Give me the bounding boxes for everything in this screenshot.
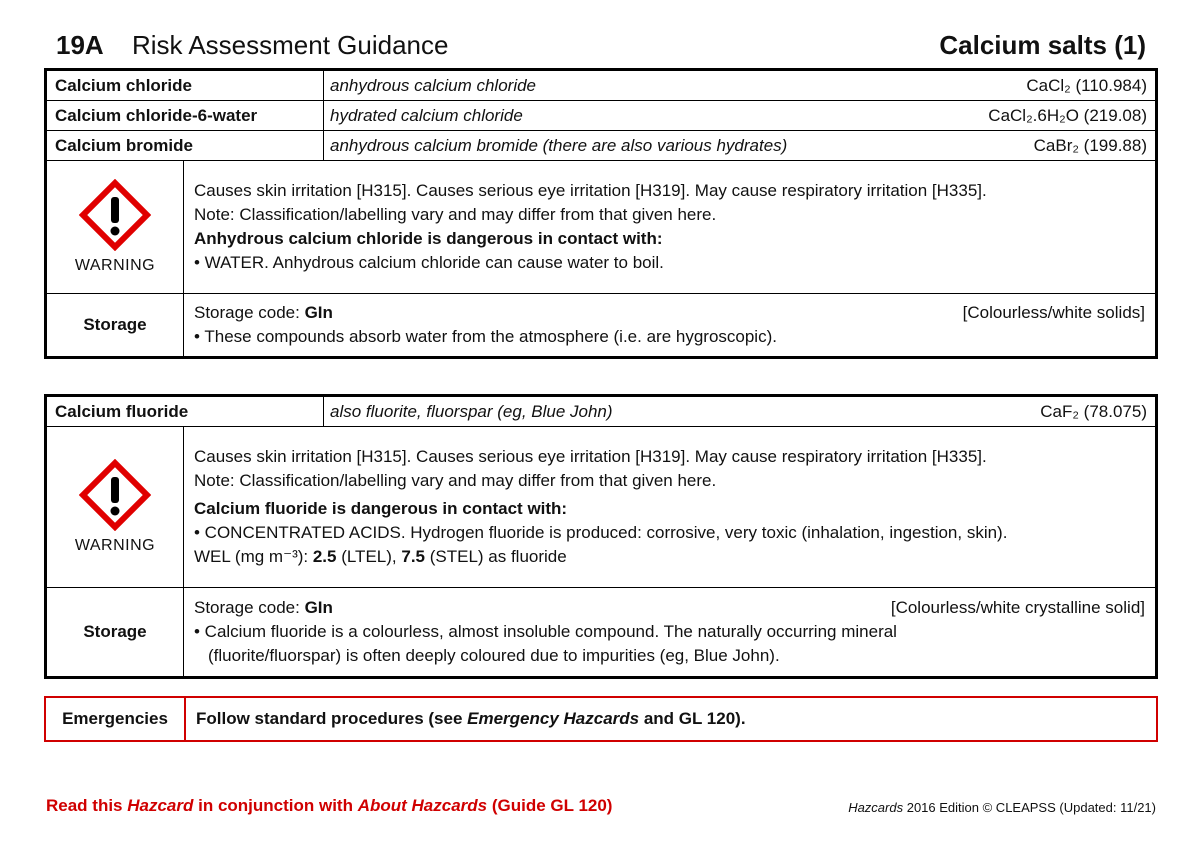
- substance-formula: CaCl₂.6H₂O (219.08): [988, 105, 1147, 125]
- footer-copyright: Hazcards 2016 Edition © CLEAPSS (Updated: 11/21): [848, 800, 1156, 815]
- storage-note: • Calcium fluoride is a colourless, almost insoluble compound. The naturally occurring mineral: [194, 622, 897, 641]
- storage-note: • These compounds absorb water from the atmosphere (i.e. are hygroscopic).: [194, 327, 777, 346]
- page-title: Risk Assessment Guidance: [132, 30, 449, 60]
- substance-name: Calcium fluoride: [46, 396, 324, 427]
- substance-description: anhydrous calcium chloride: [330, 75, 537, 95]
- hazard-statements: Causes skin irritation [H315]. Causes serious eye irritation [H319]. May cause respiratory irritation [H335].: [194, 181, 987, 200]
- hazard-row: [46, 161, 1157, 294]
- substance-description: also fluorite, fluorspar (eg, Blue John): [330, 401, 613, 421]
- substance-formula: CaF₂ (78.075): [1040, 401, 1147, 421]
- incompatibility-heading: Calcium fluoride is dangerous in contact with:: [194, 499, 568, 518]
- incompatibility-item: • CONCENTRATED ACIDS. Hydrogen fluoride is produced: corrosive, very toxic (inhalation, ingestion, skin).: [194, 523, 1008, 542]
- emergencies-label: Emergencies: [46, 698, 186, 740]
- card-calcium-fluoride: [44, 394, 1158, 679]
- hazard-statements: Causes skin irritation [H315]. Causes serious eye irritation [H319]. May cause respiratory irritation [H335].: [194, 447, 987, 466]
- page-header: [44, 30, 1158, 64]
- exclamation-mark-icon: [79, 179, 151, 251]
- substance-row: [46, 101, 1157, 131]
- storage-row: [46, 294, 1157, 358]
- storage-note-continued: (fluorite/fluorspar) is often deeply coloured due to impurities (eg, Blue John).: [208, 646, 780, 665]
- substance-name: Calcium bromide: [46, 131, 324, 161]
- appearance: [Colourless/white crystalline solid]: [890, 598, 1145, 617]
- substance-formula: CaCl₂ (110.984): [1026, 75, 1147, 95]
- hazard-text: [184, 427, 1157, 588]
- appearance: [Colourless/white solids]: [962, 303, 1145, 322]
- storage-text: [184, 588, 1157, 678]
- exclamation-mark-icon: [79, 459, 151, 531]
- substance-group-title: Calcium salts (1): [939, 30, 1146, 60]
- storage-code-prefix: Storage code:: [194, 303, 305, 322]
- substance-description: hydrated calcium chloride: [330, 105, 523, 125]
- hazard-text: [184, 161, 1157, 294]
- hazcard-code: 19A: [56, 30, 104, 60]
- emergencies-text: Follow standard procedures (see Emergency Hazcards and GL 120).: [196, 709, 746, 728]
- storage-label: Storage: [46, 588, 184, 678]
- storage-code: GIn: [304, 303, 333, 322]
- card-calcium-chloride-bromide: [44, 68, 1158, 359]
- signal-word: WARNING: [74, 537, 156, 554]
- hazard-row: [46, 427, 1157, 588]
- substance-name: Calcium chloride: [46, 70, 324, 101]
- substance-row: [46, 131, 1157, 161]
- substance-description: anhydrous calcium bromide (there are also various hydrates): [330, 135, 788, 155]
- signal-word: WARNING: [74, 257, 156, 274]
- incompatibility-item: • WATER. Anhydrous calcium chloride can cause water to boil.: [194, 253, 664, 272]
- storage-label: Storage: [46, 294, 184, 358]
- substance-row: [46, 396, 1157, 427]
- storage-code: GIn: [304, 598, 333, 617]
- hazard-pictogram-cell: [46, 427, 184, 588]
- substance-name: Calcium chloride-6-water: [46, 101, 324, 131]
- storage-text: [184, 294, 1157, 358]
- storage-row: [46, 588, 1157, 678]
- emergencies-box: [44, 696, 1158, 742]
- substance-formula: CaBr₂ (199.88): [1033, 135, 1147, 155]
- substance-row: [46, 70, 1157, 101]
- classification-note: Note: Classification/labelling vary and may differ from that given here.: [194, 471, 717, 490]
- incompatibility-heading: Anhydrous calcium chloride is dangerous in contact with:: [194, 229, 663, 248]
- workplace-exposure-limit: WEL (mg m⁻³): 2.5 (LTEL), 7.5 (STEL) as fluoride: [194, 547, 567, 566]
- footer-note: Read this Hazcard in conjunction with About Hazcards (Guide GL 120): [46, 796, 613, 815]
- storage-code-prefix: Storage code:: [194, 598, 305, 617]
- hazard-pictogram-cell: [46, 161, 184, 294]
- classification-note: Note: Classification/labelling vary and may differ from that given here.: [194, 205, 717, 224]
